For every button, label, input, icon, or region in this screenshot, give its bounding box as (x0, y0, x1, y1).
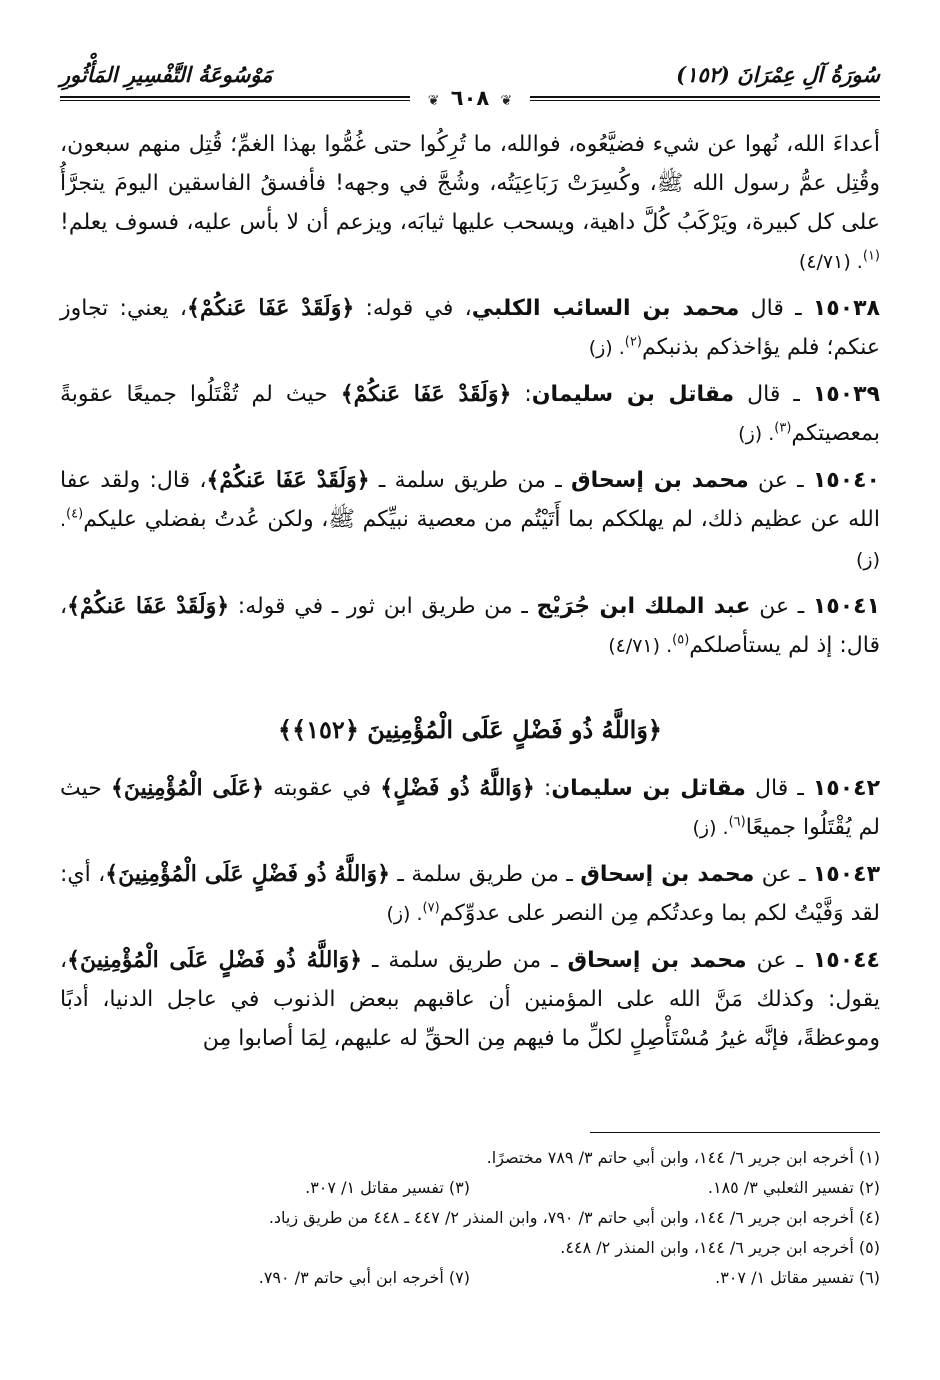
narrator-name: مقاتل بن سليمان (531, 382, 735, 407)
footnote-6: (٦) تفسير مقاتل ١/ ٣٠٧. (715, 1268, 880, 1287)
narration-number: ١٥٠٤١ (812, 594, 881, 619)
quran-quote: ﴿وَاللَّهُ ذُو فَضْلٍ عَلَى الْمُؤْمِنِينَ﴾ (105, 861, 390, 887)
narration-15044: ١٥٠٤٤ ـ عن محمد بن إسحاق ـ من طريق سلمة ـ ﴿وَاللَّهُ ذُو فَضْلٍ عَلَى الْمُؤْمِنِينَ﴾، يقول: وكذلك مَنَّ الله على المؤمنين أن عاقبهم ببعض الذنوب في عاجل الدنيا، أدبًا وموعظةً، فإنَّه غيرُ مُسْتَأْصِلٍ لكلِّ ما فيهم مِن الحقِّ له عليهم، لِمَا أصابوا مِن (60, 947, 880, 1051)
narration-number: ١٥٠٣٩ (812, 382, 880, 407)
quran-quote: ﴿عَلَى الْمُؤْمِنِينَ﴾ (110, 775, 264, 801)
chapter-title: سُورَةُ آلِ عِمْرَانَ (١٥٢) (676, 61, 880, 87)
quran-quote: ﴿وَاللَّهُ ذُو فَضْلٍ عَلَى الْمُؤْمِنِينَ﴾ (67, 947, 363, 973)
narrator-name: عبد الملك ابن جُرَيْج (536, 594, 751, 619)
narrator-name: محمد بن إسحاق (570, 468, 749, 493)
narrator-name: محمد بن إسحاق (580, 862, 755, 887)
volume-reference: . (ز) (588, 337, 625, 359)
narration-number: ١٥٠٣٨ (812, 296, 880, 321)
footnotes (60, 1132, 880, 1293)
quran-quote: ﴿وَلَقَدْ عَفَا عَنكُمْ﴾ (187, 295, 355, 321)
page-number-box (0, 86, 940, 110)
volume-reference: . (ز) (692, 817, 729, 839)
footnote-marker[interactable]: (٢) (624, 334, 642, 350)
narration-number: ١٥٠٤٤ (812, 948, 880, 973)
footnote-marker[interactable]: (٦) (728, 814, 746, 830)
footnote-4: (٤) أخرجه ابن جرير ٦/ ١٤٤، وابن أبي حاتم ٣/ ٧٩٠، وابن المنذر ٢/ ٤٤٧ ـ ٤٤٨ من طريق زياد. (268, 1208, 880, 1227)
ornament-icon: ❦ (500, 93, 513, 109)
narration-number: ١٥٠٤٢ (812, 776, 881, 801)
book-title: مَوْسُوعَةُ التَّفْسِيرِ المَأْثُورِ (60, 61, 273, 87)
narration-number: ١٥٠٤٠ (812, 468, 880, 493)
footnote-2: (٢) تفسير الثعلبي ٣/ ١٨٥. (707, 1178, 880, 1197)
main-text (60, 125, 880, 1065)
paragraph: أعداءَ الله، نُهوا عن شيء فضيَّعُوه، فوالله، ما تُرِكُوا حتى غُمُّوا بهذا الغمِّ؛ قُتِل منهم سبعون، وقُتِل عمُّ رسول الله ﷺ، وكُسِرَتْ رَبَاعِيَتُه، وشُجَّ في وجهه! فأفسقُ الفاسقين اليومَ يتجرَّأُ على كل كبيرة، ويَرْكَبُ كُلَّ داهية، ويسحب عليها ثيابَه، ويزعم أن لا بأس عليه، فسوف يعلم!$^{(١)}$. (٤/٧١) (60, 132, 880, 273)
narration-number: ١٥٠٤٣ (812, 862, 881, 887)
narrator-name: محمد بن السائب الكلبي (471, 296, 740, 321)
volume-reference: . (ز) (60, 509, 880, 571)
footnote-3: (٣) تفسير مقاتل ١/ ٣٠٧. (305, 1178, 470, 1197)
ornament-icon: ❦ (427, 93, 440, 109)
narration-15042: ١٥٠٤٢ ـ قال مقاتل بن سليمان: ﴿وَاللَّهُ ذُو فَضْلٍ﴾ في عقوبته ﴿عَلَى الْمُؤْمِنِينَ﴾ حيث لم يُقْتَلُوا جميعًا$^{(٦)}$. (ز) (60, 775, 881, 840)
narration-15041: ١٥٠٤١ ـ عن عبد الملك ابن جُرَيْج ـ من طريق ابن ثور ـ في قوله: ﴿وَلَقَدْ عَفَا عَنكُمْ﴾، قال: إذ لم يستأصلكم$^{(٥)}$. (٤/٧١) (60, 593, 881, 658)
footnote-marker[interactable]: (٥) (672, 632, 690, 648)
footnote-marker[interactable]: (٣) (774, 420, 792, 436)
narrator-name: مقاتل بن سليمان (551, 776, 746, 801)
volume-reference: . (ز) (386, 903, 423, 925)
footnote-5: (٥) أخرجه ابن جرير ٦/ ١٤٤، وابن المنذر ٢/ ٤٤٨. (560, 1238, 880, 1257)
volume-reference: . (٤/٧١) (608, 635, 673, 657)
quran-quote: ﴿وَلَقَدْ عَفَا عَنكُمْ﴾ (67, 593, 230, 619)
verse-heading: ﴿وَاللَّهُ ذُو فَضْلٍ عَلَى الْمُؤْمِنِينَ ﴿١٥٢﴾﴾ (278, 715, 662, 744)
narration-15043: ١٥٠٤٣ ـ عن محمد بن إسحاق ـ من طريق سلمة ـ ﴿وَاللَّهُ ذُو فَضْلٍ عَلَى الْمُؤْمِنِينَ﴾، أي: لقد وَفَّيْتُ لكم بما وعدتُكم مِن النصر على عدوِّكم$^{(٧)}$. (ز) (60, 861, 881, 926)
quran-quote: ﴿وَاللَّهُ ذُو فَضْلٍ﴾ (380, 775, 535, 801)
footnote-7: (٧) أخرجه ابن أبي حاتم ٣/ ٧٩٠. (258, 1268, 470, 1287)
volume-reference: . (٤/٧١) (798, 251, 863, 273)
quran-quote: ﴿وَلَقَدْ عَفَا عَنكُمْ﴾ (206, 467, 370, 493)
footnote-marker[interactable]: (١) (862, 248, 880, 264)
page-number: ٦٠٨ (450, 86, 490, 110)
footnote-1: (١) أخرجه ابن جرير ٦/ ١٤٤، وابن أبي حاتم ٣/ ٧٨٩ مختصرًا. (486, 1148, 880, 1167)
narration-15039: ١٥٠٣٩ ـ قال مقاتل بن سليمان: ﴿وَلَقَدْ عَفَا عَنكُمْ﴾ حيث لم تُقْتَلُوا جميعًا عقوبةً بمعصيتكم$^{(٣)}$. (ز) (60, 381, 880, 446)
volume-reference: . (ز) (738, 423, 775, 445)
footnote-marker[interactable]: (٧) (422, 900, 440, 916)
footnote-separator (590, 1132, 880, 1133)
quran-quote: ﴿وَلَقَدْ عَفَا عَنكُمْ﴾ (340, 381, 512, 407)
narration-15038: ١٥٠٣٨ ـ قال محمد بن السائب الكلبي، في قوله: ﴿وَلَقَدْ عَفَا عَنكُمْ﴾، يعني: تجاوز عنكم؛ فلم يؤاخذكم بذنبكم$^{(٢)}$. (ز) (60, 295, 880, 360)
footnote-marker[interactable]: (٤) (66, 506, 84, 522)
narration-15040: ١٥٠٤٠ ـ عن محمد بن إسحاق ـ من طريق سلمة ـ ﴿وَلَقَدْ عَفَا عَنكُمْ﴾، قال: ولقد عفا الله عن عظيم ذلك، لم يهلككم بما أَتَيْتُم من معصية نبيِّكم ﷺ، ولكن عُدتُ بفضلي عليكم$^{(٤)}$. (ز) (60, 467, 880, 571)
narrator-name: محمد بن إسحاق (567, 948, 747, 973)
